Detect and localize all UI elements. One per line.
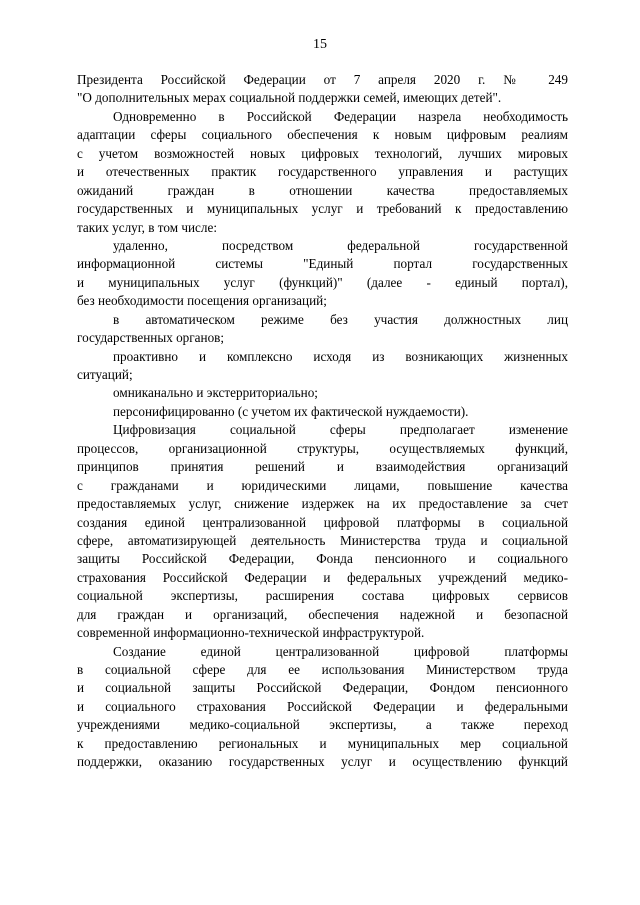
text-line: страхования Российской Федерации и федеральных учреждений медико- [77, 569, 568, 585]
text-line: процессов, организационной структуры, осуществляемых функций, [77, 440, 568, 456]
paragraph [77, 237, 568, 311]
text-line: учреждениями медико-социальной экспертизы, а также переход [77, 717, 568, 733]
text-line: к предоставлению региональных и муниципальных мер социальной [77, 735, 568, 751]
text-line: ожиданий граждан в отношении качества предоставляемых [77, 182, 568, 198]
text-line: проактивно и комплексно исходя из возникающих жизненных [113, 348, 568, 364]
text-line: с учетом возможностей новых цифровых технологий, лучших мировых [77, 145, 568, 161]
page-number: 15 [313, 37, 327, 52]
paragraph [77, 71, 568, 108]
text-line: социальной экспертизы, расширения состава цифровых сервисов [77, 588, 568, 604]
paragraph [77, 643, 568, 772]
paragraph [77, 403, 568, 421]
paragraph [77, 421, 568, 642]
paragraph [77, 108, 568, 237]
text-line: защиты Российской Федерации, Фонда пенсионного и социального [77, 551, 568, 567]
text-line: Президента Российской Федерации от 7 апреля 2020 г. № 249 [77, 72, 568, 87]
text-line: адаптации сферы социального обеспечения к новым цифровым реалиям [77, 127, 568, 143]
paragraph [77, 348, 568, 385]
text-line: Одновременно в Российской Федерации назрела необходимость [113, 108, 568, 124]
text-line: и отечественных практик государственного управления и растущих [77, 164, 568, 180]
text-line: предоставляемых услуг, снижение издержек на их предоставление за счет [77, 496, 568, 512]
text-line: омниканально и экстерриториально; [113, 385, 318, 401]
text-line: удаленно, посредством федеральной государственной [113, 237, 568, 253]
text-line: Цифровизация социальной сферы предполагает изменение [113, 422, 568, 438]
text-line: без необходимости посещения организаций; [77, 293, 327, 309]
text-line: и социальной защиты Российской Федерации, Фондом пенсионного [77, 680, 568, 696]
text-line: и социального страхования Российской Федерации и федеральными [77, 698, 568, 714]
body-text [77, 71, 568, 772]
text-line: Создание единой централизованной цифровой платформы [113, 643, 568, 659]
text-line: государственных органов; [77, 330, 225, 346]
text-line: персонифицированно (с учетом их фактической нуждаемости). [113, 403, 469, 419]
text-line: поддержки, оказанию государственных услуг и осуществлению функций [77, 754, 568, 770]
text-line: ситуаций; [77, 367, 133, 382]
text-line: создания единой централизованной цифровой платформы в социальной [77, 514, 568, 530]
text-line: для граждан и организаций, обеспечения надежной и безопасной [77, 606, 568, 622]
text-line: сфере, автоматизирующей деятельность Министерства труда и социальной [77, 532, 568, 548]
paragraph [77, 311, 568, 348]
text-line: с гражданами и юридическими лицами, повышение качества [77, 477, 568, 493]
text-line: таких услуг, в том числе: [77, 219, 218, 235]
text-line: в автоматическом режиме без участия должностных лиц [113, 311, 568, 327]
paragraph [77, 384, 568, 402]
text-line: государственных и муниципальных услуг и требований к предоставлению [77, 201, 568, 217]
text-line: и муниципальных услуг (функций)" (далее - единый портал), [77, 274, 568, 290]
text-line: информационной системы "Единый портал государственных [77, 256, 568, 272]
text-line: современной информационно-технической инфраструктурой. [77, 625, 425, 641]
text-line: принципов принятия решений и взаимодействия организаций [77, 459, 568, 475]
text-line: в социальной сфере для ее использования Министерством труда [77, 662, 568, 677]
text-line: "О дополнительных мерах социальной поддержки семей, имеющих детей". [77, 90, 502, 106]
